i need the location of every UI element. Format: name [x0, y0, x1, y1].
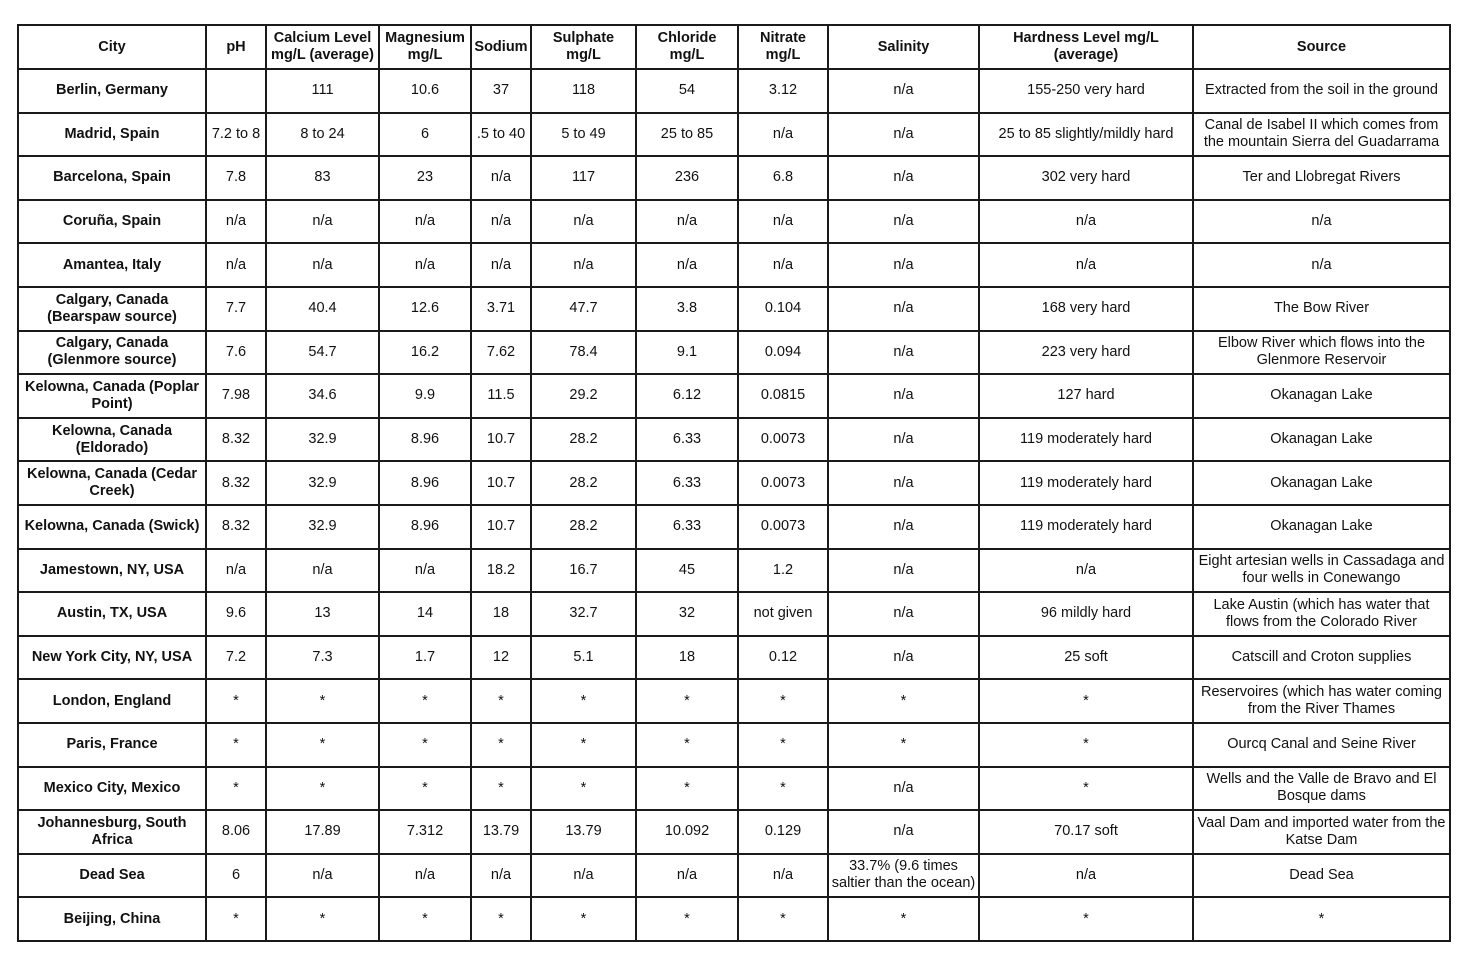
- cell-ph: *: [206, 679, 266, 723]
- cell-magnesium: 8.96: [379, 505, 471, 549]
- cell-nitrate: 0.094: [738, 331, 828, 375]
- cell-calcium: 111: [266, 69, 379, 113]
- cell-magnesium: 7.312: [379, 810, 471, 854]
- cell-magnesium: 6: [379, 113, 471, 157]
- cell-sulphate: 16.7: [531, 549, 636, 593]
- cell-salinity: n/a: [828, 505, 979, 549]
- header-hardness: Hardness Level mg/L (average): [979, 25, 1193, 69]
- cell-calcium: 7.3: [266, 636, 379, 680]
- cell-hardness: n/a: [979, 549, 1193, 593]
- cell-sulphate: 13.79: [531, 810, 636, 854]
- cell-calcium: 40.4: [266, 287, 379, 331]
- cell-calcium: 32.9: [266, 461, 379, 505]
- cell-chloride: n/a: [636, 243, 738, 287]
- cell-magnesium: n/a: [379, 549, 471, 593]
- header-sulphate: Sulphate mg/L: [531, 25, 636, 69]
- cell-nitrate: n/a: [738, 854, 828, 898]
- cell-salinity: n/a: [828, 243, 979, 287]
- cell-sodium: 18: [471, 592, 531, 636]
- cell-hardness: 223 very hard: [979, 331, 1193, 375]
- cell-city: Dead Sea: [18, 854, 206, 898]
- cell-sodium: 10.7: [471, 505, 531, 549]
- cell-salinity: n/a: [828, 374, 979, 418]
- cell-magnesium: n/a: [379, 200, 471, 244]
- cell-nitrate: 0.12: [738, 636, 828, 680]
- cell-ph: 8.32: [206, 461, 266, 505]
- table-row: [18, 287, 1450, 331]
- cell-salinity: *: [828, 897, 979, 941]
- cell-source: Okanagan Lake: [1193, 374, 1450, 418]
- cell-chloride: 45: [636, 549, 738, 593]
- cell-magnesium: n/a: [379, 854, 471, 898]
- cell-city: Coruña, Spain: [18, 200, 206, 244]
- cell-hardness: 119 moderately hard: [979, 505, 1193, 549]
- cell-city: Amantea, Italy: [18, 243, 206, 287]
- table-row: [18, 505, 1450, 549]
- cell-sulphate: *: [531, 767, 636, 811]
- cell-salinity: n/a: [828, 418, 979, 462]
- header-salinity: Salinity: [828, 25, 979, 69]
- cell-source: n/a: [1193, 243, 1450, 287]
- cell-magnesium: n/a: [379, 243, 471, 287]
- cell-nitrate: n/a: [738, 243, 828, 287]
- cell-hardness: *: [979, 767, 1193, 811]
- cell-calcium: n/a: [266, 854, 379, 898]
- cell-sodium: n/a: [471, 156, 531, 200]
- cell-calcium: 8 to 24: [266, 113, 379, 157]
- cell-city: Berlin, Germany: [18, 69, 206, 113]
- cell-salinity: n/a: [828, 636, 979, 680]
- cell-source: Reservoires (which has water coming from the River Thames: [1193, 679, 1450, 723]
- cell-magnesium: 8.96: [379, 418, 471, 462]
- cell-nitrate: *: [738, 767, 828, 811]
- cell-calcium: *: [266, 767, 379, 811]
- cell-ph: 8.06: [206, 810, 266, 854]
- cell-source: Elbow River which flows into the Glenmore Reservoir: [1193, 331, 1450, 375]
- cell-hardness: n/a: [979, 200, 1193, 244]
- cell-sulphate: n/a: [531, 200, 636, 244]
- cell-salinity: *: [828, 679, 979, 723]
- cell-salinity: n/a: [828, 331, 979, 375]
- cell-chloride: *: [636, 723, 738, 767]
- table-row: [18, 810, 1450, 854]
- cell-sodium: *: [471, 897, 531, 941]
- cell-city: Calgary, Canada (Glenmore source): [18, 331, 206, 375]
- cell-sodium: 37: [471, 69, 531, 113]
- cell-hardness: 168 very hard: [979, 287, 1193, 331]
- header-chloride: Chloride mg/L: [636, 25, 738, 69]
- cell-sodium: 3.71: [471, 287, 531, 331]
- cell-sodium: *: [471, 767, 531, 811]
- cell-chloride: *: [636, 767, 738, 811]
- cell-sulphate: n/a: [531, 854, 636, 898]
- cell-sodium: 18.2: [471, 549, 531, 593]
- cell-source: Lake Austin (which has water that flows from the Colorado River: [1193, 592, 1450, 636]
- cell-sulphate: 47.7: [531, 287, 636, 331]
- cell-nitrate: 0.0073: [738, 461, 828, 505]
- cell-calcium: 32.9: [266, 418, 379, 462]
- cell-ph: *: [206, 723, 266, 767]
- cell-city: New York City, NY, USA: [18, 636, 206, 680]
- cell-nitrate: not given: [738, 592, 828, 636]
- cell-sulphate: 5.1: [531, 636, 636, 680]
- cell-sodium: *: [471, 679, 531, 723]
- table-row: [18, 723, 1450, 767]
- cell-chloride: 236: [636, 156, 738, 200]
- cell-source: Eight artesian wells in Cassadaga and four wells in Conewango: [1193, 549, 1450, 593]
- cell-calcium: n/a: [266, 243, 379, 287]
- cell-chloride: 6.33: [636, 461, 738, 505]
- cell-ph: 7.98: [206, 374, 266, 418]
- cell-source: Dead Sea: [1193, 854, 1450, 898]
- cell-ph: 7.6: [206, 331, 266, 375]
- cell-calcium: *: [266, 723, 379, 767]
- cell-magnesium: 8.96: [379, 461, 471, 505]
- header-calcium: Calcium Level mg/L (average): [266, 25, 379, 69]
- cell-sodium: *: [471, 723, 531, 767]
- cell-source: Ourcq Canal and Seine River: [1193, 723, 1450, 767]
- cell-chloride: 10.092: [636, 810, 738, 854]
- header-source: Source: [1193, 25, 1450, 69]
- cell-sodium: 7.62: [471, 331, 531, 375]
- cell-magnesium: *: [379, 897, 471, 941]
- cell-salinity: 33.7% (9.6 times saltier than the ocean): [828, 854, 979, 898]
- table-body: [18, 69, 1450, 941]
- cell-sulphate: 29.2: [531, 374, 636, 418]
- cell-sulphate: 118: [531, 69, 636, 113]
- cell-sulphate: *: [531, 679, 636, 723]
- cell-hardness: 155-250 very hard: [979, 69, 1193, 113]
- cell-chloride: 25 to 85: [636, 113, 738, 157]
- cell-magnesium: 23: [379, 156, 471, 200]
- cell-sulphate: n/a: [531, 243, 636, 287]
- cell-chloride: 6.33: [636, 505, 738, 549]
- cell-ph: 8.32: [206, 418, 266, 462]
- cell-salinity: *: [828, 723, 979, 767]
- cell-nitrate: 0.104: [738, 287, 828, 331]
- cell-sulphate: 28.2: [531, 505, 636, 549]
- cell-nitrate: *: [738, 679, 828, 723]
- header-sodium: Sodium: [471, 25, 531, 69]
- cell-city: Johannesburg, South Africa: [18, 810, 206, 854]
- cell-sulphate: 32.7: [531, 592, 636, 636]
- water-quality-table: [17, 24, 1451, 942]
- cell-ph: *: [206, 897, 266, 941]
- cell-hardness: 25 soft: [979, 636, 1193, 680]
- cell-source: The Bow River: [1193, 287, 1450, 331]
- cell-city: Kelowna, Canada (Poplar Point): [18, 374, 206, 418]
- cell-chloride: n/a: [636, 854, 738, 898]
- cell-ph: 7.2 to 8: [206, 113, 266, 157]
- cell-sodium: n/a: [471, 243, 531, 287]
- table-row: [18, 679, 1450, 723]
- table-row: [18, 243, 1450, 287]
- cell-sodium: 12: [471, 636, 531, 680]
- cell-ph: 7.2: [206, 636, 266, 680]
- cell-source: Okanagan Lake: [1193, 418, 1450, 462]
- cell-calcium: 83: [266, 156, 379, 200]
- table-row: [18, 767, 1450, 811]
- cell-calcium: *: [266, 679, 379, 723]
- cell-salinity: n/a: [828, 767, 979, 811]
- table-row: [18, 200, 1450, 244]
- cell-ph: 9.6: [206, 592, 266, 636]
- cell-magnesium: 12.6: [379, 287, 471, 331]
- cell-ph: 6: [206, 854, 266, 898]
- cell-hardness: 302 very hard: [979, 156, 1193, 200]
- cell-hardness: n/a: [979, 243, 1193, 287]
- cell-salinity: n/a: [828, 200, 979, 244]
- cell-magnesium: 14: [379, 592, 471, 636]
- cell-salinity: n/a: [828, 549, 979, 593]
- table-row: [18, 592, 1450, 636]
- table-row: [18, 461, 1450, 505]
- cell-sodium: n/a: [471, 200, 531, 244]
- cell-nitrate: 6.8: [738, 156, 828, 200]
- cell-hardness: 70.17 soft: [979, 810, 1193, 854]
- cell-source: Okanagan Lake: [1193, 505, 1450, 549]
- cell-sodium: 10.7: [471, 418, 531, 462]
- header-row: [18, 25, 1450, 69]
- table-row: [18, 69, 1450, 113]
- cell-nitrate: *: [738, 723, 828, 767]
- cell-source: Extracted from the soil in the ground: [1193, 69, 1450, 113]
- cell-magnesium: 1.7: [379, 636, 471, 680]
- cell-source: Vaal Dam and imported water from the Katse Dam: [1193, 810, 1450, 854]
- cell-calcium: 13: [266, 592, 379, 636]
- cell-hardness: 119 moderately hard: [979, 418, 1193, 462]
- cell-sulphate: 78.4: [531, 331, 636, 375]
- cell-sodium: .5 to 40: [471, 113, 531, 157]
- cell-source: Okanagan Lake: [1193, 461, 1450, 505]
- cell-salinity: n/a: [828, 592, 979, 636]
- cell-chloride: 32: [636, 592, 738, 636]
- cell-sulphate: 5 to 49: [531, 113, 636, 157]
- cell-hardness: 127 hard: [979, 374, 1193, 418]
- header-ph: pH: [206, 25, 266, 69]
- cell-chloride: *: [636, 897, 738, 941]
- cell-ph: n/a: [206, 243, 266, 287]
- cell-city: Kelowna, Canada (Cedar Creek): [18, 461, 206, 505]
- cell-salinity: n/a: [828, 287, 979, 331]
- cell-nitrate: n/a: [738, 200, 828, 244]
- cell-magnesium: *: [379, 723, 471, 767]
- cell-chloride: *: [636, 679, 738, 723]
- header-nitrate: Nitrate mg/L: [738, 25, 828, 69]
- cell-magnesium: 16.2: [379, 331, 471, 375]
- cell-salinity: n/a: [828, 156, 979, 200]
- header-city: City: [18, 25, 206, 69]
- cell-chloride: 6.12: [636, 374, 738, 418]
- cell-ph: *: [206, 767, 266, 811]
- cell-city: Madrid, Spain: [18, 113, 206, 157]
- cell-source: Wells and the Valle de Bravo and El Bosque dams: [1193, 767, 1450, 811]
- cell-hardness: 25 to 85 slightly/mildly hard: [979, 113, 1193, 157]
- cell-chloride: 18: [636, 636, 738, 680]
- table-row: [18, 549, 1450, 593]
- cell-nitrate: n/a: [738, 113, 828, 157]
- header-magnesium: Magnesium mg/L: [379, 25, 471, 69]
- cell-nitrate: 0.0073: [738, 505, 828, 549]
- table-row: [18, 854, 1450, 898]
- cell-city: Mexico City, Mexico: [18, 767, 206, 811]
- cell-sulphate: 28.2: [531, 461, 636, 505]
- cell-salinity: n/a: [828, 69, 979, 113]
- cell-nitrate: 1.2: [738, 549, 828, 593]
- cell-ph: [206, 69, 266, 113]
- cell-city: Barcelona, Spain: [18, 156, 206, 200]
- cell-sodium: 13.79: [471, 810, 531, 854]
- cell-hardness: *: [979, 723, 1193, 767]
- cell-ph: n/a: [206, 200, 266, 244]
- cell-ph: 8.32: [206, 505, 266, 549]
- table-row: [18, 113, 1450, 157]
- table-row: [18, 897, 1450, 941]
- cell-sodium: 11.5: [471, 374, 531, 418]
- cell-city: Calgary, Canada (Bearspaw source): [18, 287, 206, 331]
- cell-source: n/a: [1193, 200, 1450, 244]
- table-row: [18, 331, 1450, 375]
- cell-hardness: 96 mildly hard: [979, 592, 1193, 636]
- cell-sodium: 10.7: [471, 461, 531, 505]
- cell-calcium: 17.89: [266, 810, 379, 854]
- cell-hardness: 119 moderately hard: [979, 461, 1193, 505]
- table-row: [18, 636, 1450, 680]
- cell-city: Austin, TX, USA: [18, 592, 206, 636]
- cell-calcium: 54.7: [266, 331, 379, 375]
- cell-source: Catscill and Croton supplies: [1193, 636, 1450, 680]
- table-header: [18, 25, 1450, 69]
- cell-sodium: n/a: [471, 854, 531, 898]
- cell-ph: 7.8: [206, 156, 266, 200]
- cell-nitrate: *: [738, 897, 828, 941]
- cell-salinity: n/a: [828, 113, 979, 157]
- cell-nitrate: 3.12: [738, 69, 828, 113]
- cell-chloride: 9.1: [636, 331, 738, 375]
- cell-salinity: n/a: [828, 810, 979, 854]
- cell-city: Paris, France: [18, 723, 206, 767]
- cell-source: Ter and Llobregat Rivers: [1193, 156, 1450, 200]
- cell-magnesium: 9.9: [379, 374, 471, 418]
- table-row: [18, 156, 1450, 200]
- cell-calcium: 34.6: [266, 374, 379, 418]
- cell-sulphate: 117: [531, 156, 636, 200]
- cell-sulphate: *: [531, 897, 636, 941]
- cell-chloride: 6.33: [636, 418, 738, 462]
- cell-salinity: n/a: [828, 461, 979, 505]
- cell-calcium: n/a: [266, 200, 379, 244]
- cell-chloride: 3.8: [636, 287, 738, 331]
- cell-sulphate: 28.2: [531, 418, 636, 462]
- cell-hardness: *: [979, 897, 1193, 941]
- cell-chloride: 54: [636, 69, 738, 113]
- cell-chloride: n/a: [636, 200, 738, 244]
- cell-hardness: n/a: [979, 854, 1193, 898]
- cell-magnesium: *: [379, 767, 471, 811]
- cell-calcium: 32.9: [266, 505, 379, 549]
- cell-city: Beijing, China: [18, 897, 206, 941]
- cell-calcium: *: [266, 897, 379, 941]
- cell-nitrate: 0.129: [738, 810, 828, 854]
- cell-calcium: n/a: [266, 549, 379, 593]
- cell-city: Jamestown, NY, USA: [18, 549, 206, 593]
- cell-city: Kelowna, Canada (Swick): [18, 505, 206, 549]
- cell-source: Canal de Isabel II which comes from the mountain Sierra del Guadarrama: [1193, 113, 1450, 157]
- cell-ph: 7.7: [206, 287, 266, 331]
- cell-magnesium: *: [379, 679, 471, 723]
- table-row: [18, 418, 1450, 462]
- table-row: [18, 374, 1450, 418]
- cell-source: *: [1193, 897, 1450, 941]
- cell-city: London, England: [18, 679, 206, 723]
- cell-ph: n/a: [206, 549, 266, 593]
- cell-nitrate: 0.0815: [738, 374, 828, 418]
- cell-sulphate: *: [531, 723, 636, 767]
- cell-hardness: *: [979, 679, 1193, 723]
- cell-magnesium: 10.6: [379, 69, 471, 113]
- cell-nitrate: 0.0073: [738, 418, 828, 462]
- cell-city: Kelowna, Canada (Eldorado): [18, 418, 206, 462]
